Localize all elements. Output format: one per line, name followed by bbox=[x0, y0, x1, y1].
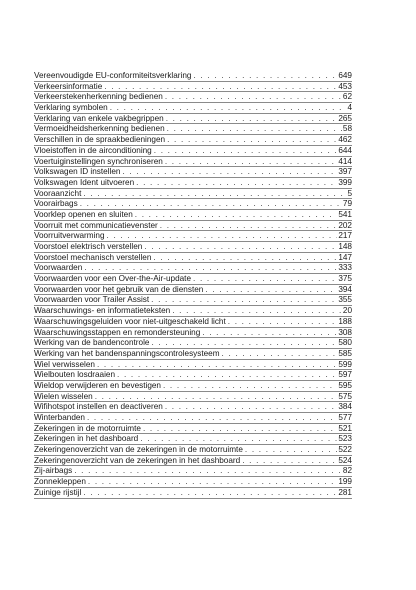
dot-leader bbox=[153, 253, 337, 264]
index-entry[interactable] bbox=[34, 285, 352, 296]
index-entry[interactable] bbox=[34, 263, 352, 274]
index-term: Winterbanden bbox=[34, 413, 85, 422]
dot-leader bbox=[95, 392, 338, 403]
dot-leader bbox=[104, 82, 337, 93]
dot-leader bbox=[110, 103, 347, 114]
index-term: Voorklep openen en sluiten bbox=[34, 209, 133, 219]
dot-leader bbox=[74, 466, 342, 477]
index-page-number: 577 bbox=[338, 413, 352, 422]
index-entry[interactable] bbox=[34, 82, 352, 93]
index-entry[interactable] bbox=[34, 274, 352, 285]
index-page-number: 580 bbox=[338, 338, 352, 348]
index-page-number: 148 bbox=[338, 242, 352, 251]
index-page-number: 199 bbox=[338, 477, 352, 487]
index-term: Waarschuwings- en informatieteksten bbox=[34, 306, 171, 316]
index-term: Verkeerstekenherkenning bedienen bbox=[34, 92, 163, 102]
index-entry[interactable] bbox=[34, 71, 352, 82]
index-page-number: 397 bbox=[338, 167, 352, 177]
dot-leader bbox=[245, 445, 337, 456]
index-entry[interactable] bbox=[34, 328, 352, 339]
index-term: Waarschuwingsstappen en remondersteuning bbox=[34, 327, 201, 337]
index-term: Zekeringenoverzicht van de zekeringen in het dashboard bbox=[34, 455, 241, 465]
dot-leader bbox=[205, 285, 337, 296]
index-page-number: 644 bbox=[338, 145, 352, 155]
dot-leader bbox=[165, 402, 338, 413]
index-term: Verschillen in de spraakbedieningen bbox=[34, 135, 166, 145]
index-page-number: 79 bbox=[342, 199, 352, 209]
dot-leader bbox=[172, 306, 342, 317]
index-page-number: 333 bbox=[338, 263, 352, 273]
index-term: Voorairbags bbox=[34, 199, 78, 209]
index-page-number: 597 bbox=[338, 370, 352, 380]
dot-leader bbox=[135, 210, 338, 221]
index-term: Werking van het bandenspanningscontrolesysteem bbox=[34, 348, 220, 358]
dot-leader bbox=[222, 349, 338, 360]
index-page-number: 394 bbox=[338, 284, 352, 294]
index-term: Zekeringen in de motorruimte bbox=[34, 423, 141, 433]
index-page-number: 524 bbox=[338, 455, 352, 465]
index-page-number: 265 bbox=[338, 113, 352, 123]
index-entry[interactable] bbox=[34, 178, 352, 189]
index-term: Wiel verwisselen bbox=[34, 359, 95, 369]
index-page-number: 4 bbox=[347, 103, 352, 113]
index-entry[interactable] bbox=[34, 242, 352, 253]
index-entry[interactable] bbox=[34, 231, 352, 242]
dot-leader bbox=[84, 263, 337, 274]
index-term: Zekeringenoverzicht van de zekeringen in de motorruimte bbox=[34, 445, 243, 455]
index-page-number: 462 bbox=[338, 135, 352, 145]
index-entry[interactable] bbox=[34, 146, 352, 157]
index-term: Vereenvoudigde EU-conformiteitsverklaring bbox=[34, 71, 192, 80]
index-term: Wielen wisselen bbox=[34, 391, 93, 401]
index-term: Wielbouten losdraaien bbox=[34, 370, 116, 380]
index-page-number: 521 bbox=[338, 423, 352, 433]
index-page-number: 5 bbox=[347, 188, 352, 198]
dot-leader bbox=[140, 434, 337, 445]
index-page-number: 217 bbox=[338, 231, 352, 241]
index-page-number: 147 bbox=[338, 252, 352, 262]
dot-leader bbox=[151, 295, 337, 306]
dot-leader bbox=[228, 317, 338, 328]
dot-leader bbox=[165, 157, 338, 168]
dot-leader bbox=[167, 124, 342, 135]
index-term: Zuinige rijstijl bbox=[34, 487, 82, 497]
index-page-number: 523 bbox=[338, 434, 352, 444]
index-term: Zonnekleppen bbox=[34, 477, 86, 487]
index-entry[interactable] bbox=[34, 92, 352, 103]
alphabetical-index bbox=[34, 71, 352, 499]
index-entry[interactable] bbox=[34, 370, 352, 381]
index-entry[interactable] bbox=[34, 381, 352, 392]
dot-leader bbox=[154, 146, 338, 157]
index-entry[interactable] bbox=[34, 445, 352, 456]
index-page-number: 453 bbox=[338, 81, 352, 91]
dot-leader bbox=[167, 135, 337, 146]
index-entry[interactable] bbox=[34, 199, 352, 210]
dot-leader bbox=[122, 167, 337, 178]
dot-leader bbox=[151, 338, 337, 349]
dot-leader bbox=[193, 274, 337, 285]
index-page-number: 20 bbox=[342, 306, 352, 316]
index-entry[interactable] bbox=[34, 434, 352, 445]
dot-leader bbox=[97, 360, 337, 371]
index-term: Wieldop verwijderen en bevestigen bbox=[34, 380, 161, 390]
dot-leader bbox=[136, 178, 337, 189]
index-page-number: 585 bbox=[338, 348, 352, 358]
index-term: Verkeersinformatie bbox=[34, 81, 103, 91]
dot-leader bbox=[160, 221, 338, 232]
index-entry[interactable] bbox=[34, 413, 352, 424]
index-term: Voorstoel mechanisch verstellen bbox=[34, 252, 152, 262]
index-term: Vloeistoffen in de airconditioning bbox=[34, 145, 152, 155]
index-entry[interactable] bbox=[34, 360, 352, 371]
dot-leader bbox=[163, 381, 337, 392]
index-page-number: 281 bbox=[338, 487, 352, 497]
dot-leader bbox=[202, 328, 337, 339]
index-entry[interactable] bbox=[34, 295, 352, 306]
index-term: Zij-airbags bbox=[34, 466, 73, 476]
index-page-number: 575 bbox=[338, 391, 352, 401]
index-page-number: 599 bbox=[338, 359, 352, 369]
index-term: Verklaring symbolen bbox=[34, 103, 108, 113]
index-page-number: 375 bbox=[338, 274, 352, 284]
index-entry[interactable] bbox=[34, 392, 352, 403]
index-entry[interactable] bbox=[34, 456, 352, 467]
index-entry[interactable] bbox=[34, 402, 352, 413]
index-term: Voorstoel elektrisch verstellen bbox=[34, 242, 143, 251]
index-entry[interactable] bbox=[34, 210, 352, 221]
index-page-number: 414 bbox=[338, 156, 352, 166]
dot-leader bbox=[242, 456, 337, 467]
dot-leader bbox=[165, 92, 342, 103]
index-entry[interactable] bbox=[34, 221, 352, 232]
dot-leader bbox=[166, 114, 338, 125]
index-term: Vermoeidheidsherkenning bedienen bbox=[34, 124, 165, 134]
index-entry[interactable] bbox=[34, 424, 352, 435]
index-term: Voertuiginstellingen synchroniseren bbox=[34, 156, 163, 166]
index-entry[interactable] bbox=[34, 317, 352, 328]
index-entry[interactable] bbox=[34, 306, 352, 317]
index-entry[interactable] bbox=[34, 157, 352, 168]
index-page-number: 522 bbox=[338, 445, 352, 455]
index-entry[interactable] bbox=[34, 466, 352, 477]
index-term: Werking van de bandencontrole bbox=[34, 338, 150, 348]
index-entry[interactable] bbox=[34, 349, 352, 360]
index-page-number: 595 bbox=[338, 380, 352, 390]
index-term: Voorwaarden voor een Over-the-Air-update bbox=[34, 274, 192, 284]
index-entry[interactable] bbox=[34, 135, 352, 146]
index-term: Volkswagen ID instellen bbox=[34, 167, 121, 177]
index-page-number: 82 bbox=[342, 466, 352, 476]
index-term: Voorruit met communicatievenster bbox=[34, 220, 158, 230]
index-entry[interactable] bbox=[34, 114, 352, 125]
index-entry[interactable] bbox=[34, 477, 352, 488]
index-entry[interactable] bbox=[34, 103, 352, 114]
dot-leader bbox=[83, 189, 346, 200]
dot-leader bbox=[80, 199, 342, 210]
index-entry[interactable] bbox=[34, 167, 352, 178]
index-entry[interactable] bbox=[34, 124, 352, 135]
index-term: Volkswagen Ident uitvoeren bbox=[34, 177, 135, 187]
index-page-number: 308 bbox=[338, 327, 352, 337]
index-page-number: 188 bbox=[338, 316, 352, 326]
index-term: Voorwaarden voor Trailer Assist bbox=[34, 295, 150, 305]
dot-leader bbox=[83, 488, 337, 499]
index-entry[interactable] bbox=[34, 253, 352, 264]
dot-leader bbox=[88, 477, 337, 488]
dot-leader bbox=[193, 71, 337, 82]
index-page-number: 384 bbox=[338, 402, 352, 412]
index-term: Voorwaarden bbox=[34, 263, 83, 273]
index-page-number: 202 bbox=[338, 220, 352, 230]
index-term: Voorruitverwarming bbox=[34, 231, 105, 241]
index-term: Waarschuwingsgeluiden voor niet-uitgeschakeld licht bbox=[34, 316, 226, 326]
index-term: Verklaring van enkele vakbegrippen bbox=[34, 113, 164, 123]
dot-leader bbox=[144, 242, 337, 253]
index-entry[interactable] bbox=[34, 338, 352, 349]
dot-leader bbox=[117, 370, 337, 381]
dot-leader bbox=[143, 424, 337, 435]
index-term: Voorwaarden voor het gebruik van de diensten bbox=[34, 284, 204, 294]
index-page-number: 541 bbox=[338, 209, 352, 219]
index-page-number: 355 bbox=[338, 295, 352, 305]
index-page-number: 58 bbox=[342, 124, 352, 134]
index-page-number: 399 bbox=[338, 177, 352, 187]
index-term: Zekeringen in het dashboard bbox=[34, 434, 139, 444]
dot-leader bbox=[107, 231, 338, 242]
index-page-number: 649 bbox=[338, 71, 352, 80]
index-term: Wifihotspot instellen en deactiveren bbox=[34, 402, 163, 412]
index-term: Vooraanzicht bbox=[34, 188, 82, 198]
dot-leader bbox=[87, 413, 337, 424]
index-page-number: 62 bbox=[342, 92, 352, 102]
